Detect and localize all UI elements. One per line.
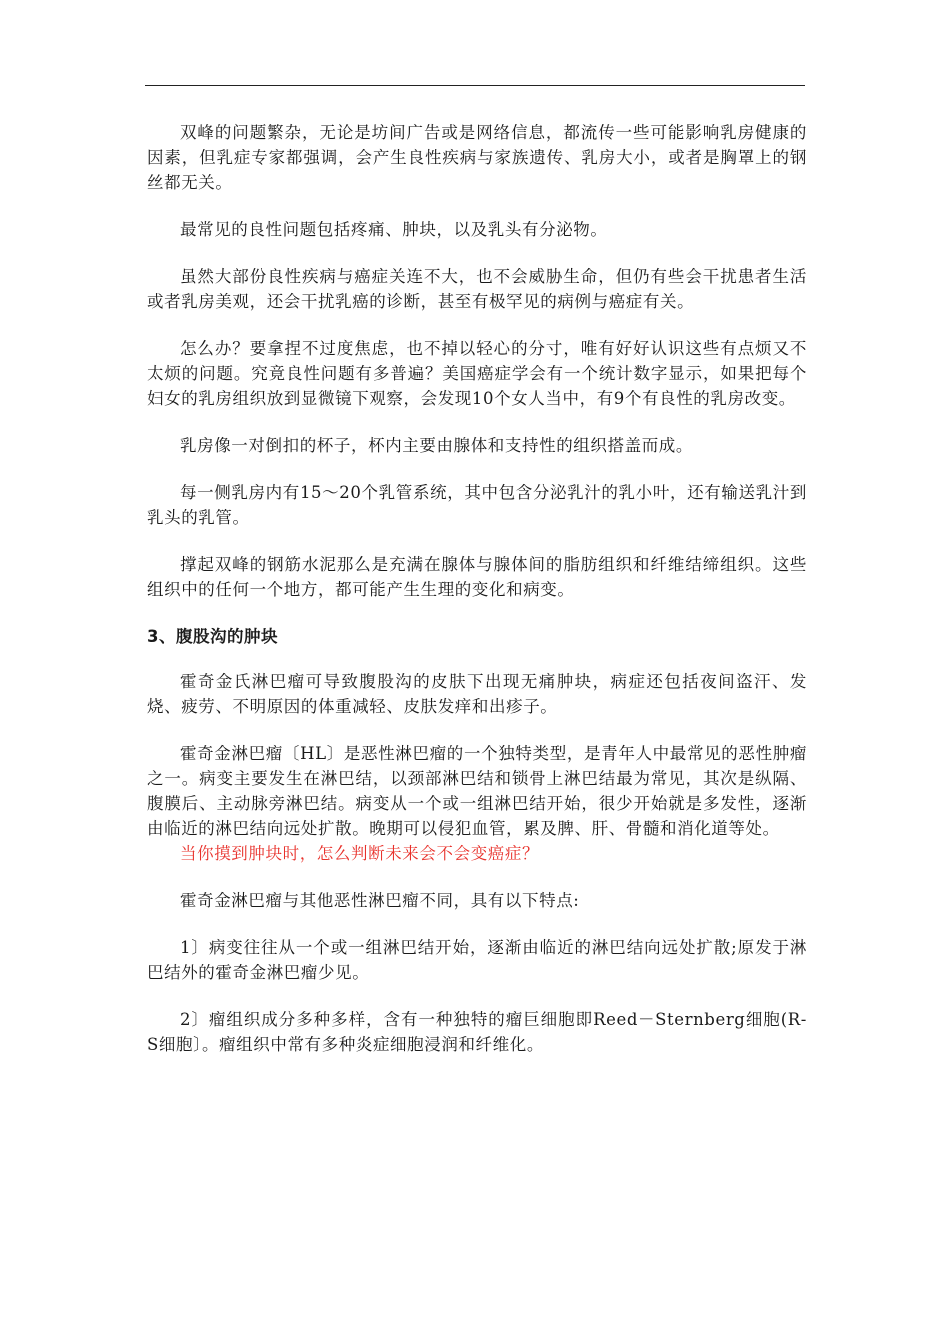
paragraph: 双峰的问题繁杂，无论是坊间广告或是网络信息，都流传一些可能影响乳房健康的因素，但乳症专家都强调，会产生良性疾病与家族遗传、乳房大小，或者是胸罩上的钢丝都无关。 [147, 123, 807, 192]
header-rule [145, 85, 805, 86]
highlighted-question: 当你摸到肿块时，怎么判断未来会不会变癌症？ [180, 844, 540, 863]
paragraph: 怎么办？要拿捏不过度焦虑，也不掉以轻心的分寸，唯有好好认识这些有点烦又不太烦的问题。究竟良性问题有多普遍？美国癌症学会有一个统计数字显示，如果把每个妇女的乳房组织放到显微镜下观察，会发现10个女人当中，有9个有良性的乳房改变。 [147, 339, 807, 408]
paragraph: 2〕瘤组织成分多种多样，含有一种独特的瘤巨细胞即Reed－Sternberg细胞(R-S细胞〕。瘤组织中常有多种炎症细胞浸润和纤维化。 [147, 1010, 807, 1054]
paragraph: 撑起双峰的钢筋水泥那么是充满在腺体与腺体间的脂肪组织和纤维结缔组织。这些组织中的任何一个地方，都可能产生生理的变化和病变。 [147, 555, 807, 599]
paragraph: 1〕病变往往从一个或一组淋巴结开始，逐渐由临近的淋巴结向远处扩散;原发于淋巴结外的霍奇金淋巴瘤少见。 [147, 938, 807, 982]
paragraph: 霍奇金氏淋巴瘤可导致腹股沟的皮肤下出现无痛肿块，病症还包括夜间盗汗、发烧、疲劳、不明原因的体重减轻、皮肤发痒和出疹子。 [147, 672, 807, 716]
paragraph: 霍奇金淋巴瘤与其他恶性淋巴瘤不同，具有以下特点: [180, 891, 580, 910]
document-body [147, 120, 807, 1079]
paragraph: 霍奇金淋巴瘤〔HL〕是恶性淋巴瘤的一个独特类型，是青年人中最常见的恶性肿瘤之一。病变主要发生在淋巴结，以颈部淋巴结和锁骨上淋巴结最为常见，其次是纵隔、腹膜后、主动脉旁淋巴结。病变从一个或一组淋巴结开始，很少开始就是多发性，逐渐由临近的淋巴结向远处扩散。晚期可以侵犯血管，累及脾、肝、骨髓和消化道等处。 [147, 744, 807, 838]
paragraph: 虽然大部份良性疾病与癌症关连不大，也不会威胁生命，但仍有些会干扰患者生活或者乳房美观，还会干扰乳癌的诊断，甚至有极罕见的病例与癌症有关。 [147, 267, 807, 311]
paragraph: 乳房像一对倒扣的杯子，杯内主要由腺体和支持性的组织搭盖而成。 [180, 436, 693, 455]
paragraph: 每一侧乳房内有15～20个乳管系统，其中包含分泌乳汁的乳小叶，还有输送乳汁到乳头的乳管。 [147, 483, 807, 527]
section-heading: 3、腹股沟的肿块 [147, 627, 278, 646]
paragraph: 最常见的良性问题包括疼痛、肿块，以及乳头有分泌物。 [180, 220, 608, 239]
